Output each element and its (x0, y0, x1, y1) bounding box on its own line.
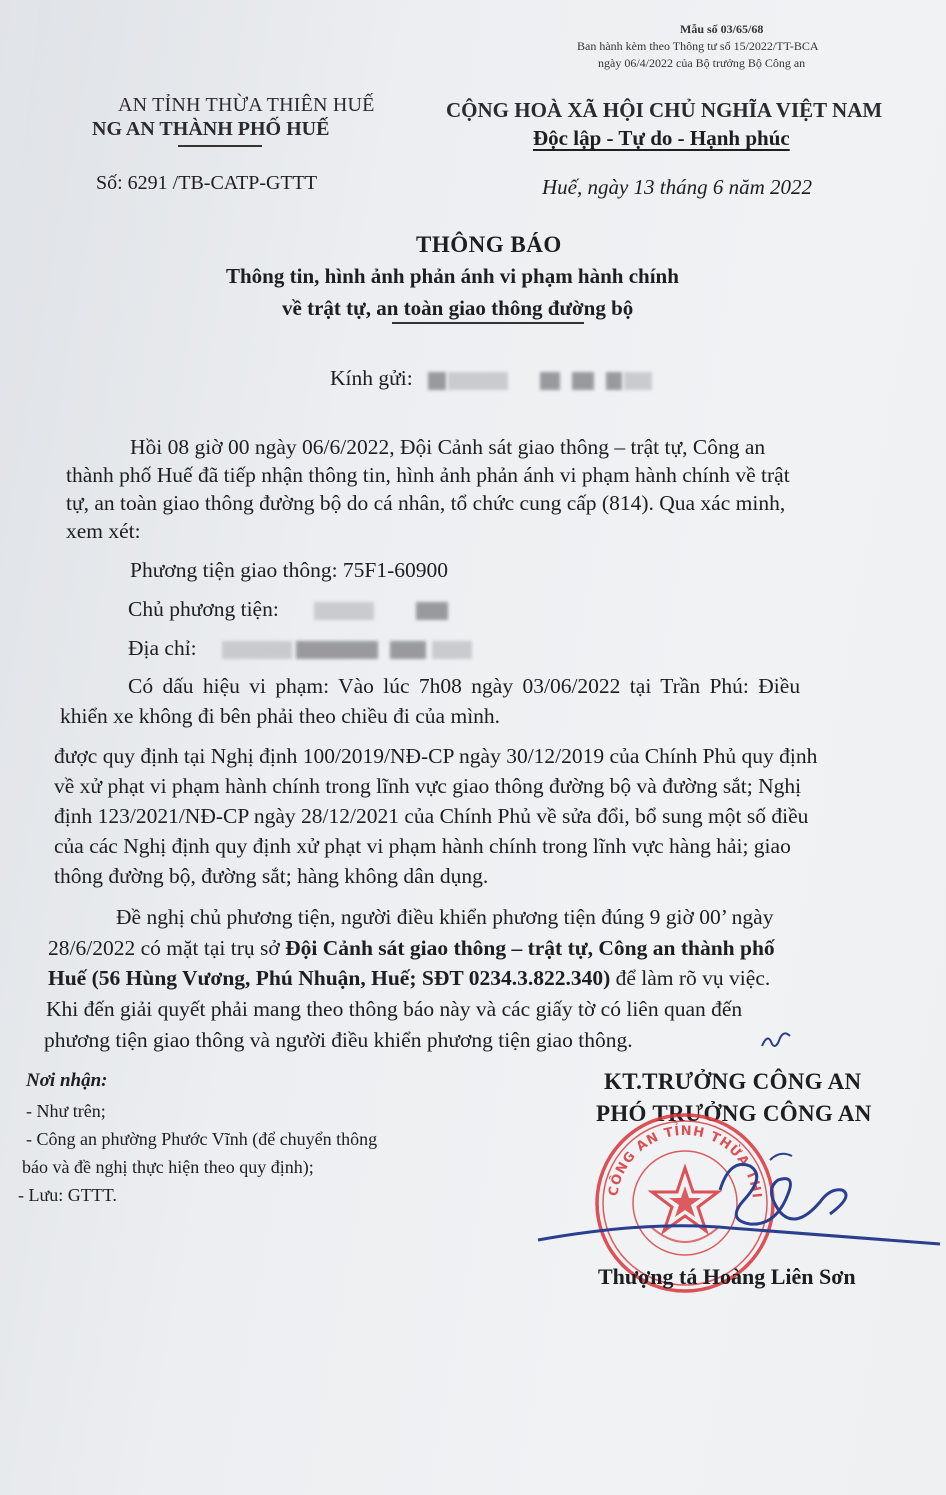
legal-line3: định 123/2021/NĐ-CP ngày 28/12/2021 của Chính Phủ về sửa đổi, bổ sung một số điều (54, 804, 809, 828)
recipients-item1: - Như trên; (26, 1101, 106, 1121)
recipients-item2-line1: - Công an phường Phước Vĩnh (để chuyển thông (26, 1129, 378, 1149)
national-motto: Độc lập - Tự do - Hạnh phúc (533, 126, 790, 150)
redacted-address (432, 641, 472, 659)
request-line3 (48, 966, 770, 991)
para1-line2: thành phố Huế đã tiếp nhận thông tin, hình ảnh phản ánh vi phạm hành chính về trật (66, 463, 790, 487)
address-label: Địa chỉ: (128, 636, 197, 660)
vehicle-plate: Phương tiện giao thông: 75F1-60900 (130, 558, 449, 582)
owner-label: Chủ phương tiện: (128, 597, 279, 621)
redacted-owner (314, 602, 374, 620)
redacted-address (296, 641, 378, 659)
request-line3-text: để làm rõ vụ việc. (610, 966, 771, 990)
notice-title: THÔNG BÁO (416, 232, 562, 257)
signature-line2: PHÓ TRƯỞNG CÔNG AN (596, 1101, 872, 1126)
legal-line4: của các Nghị định quy định xử phạt vi phạm hành chính trong lĩnh vực hàng hải; giao (54, 834, 791, 858)
initial-mark (760, 1028, 794, 1052)
legal-line5: thông đường bộ, đường sắt; hàng không dân dụng. (54, 864, 489, 888)
request-line5: phương tiện giao thông và người điều khiển phương tiện giao thông. (44, 1028, 633, 1052)
redacted-address (222, 641, 292, 659)
request-line4: Khi đến giải quyết phải mang theo thông báo này và các giấy tờ có liên quan đến (46, 997, 743, 1021)
recipients-heading: Nơi nhận: (26, 1070, 108, 1091)
place-date: Huế, ngày 13 tháng 6 năm 2022 (542, 175, 813, 199)
request-office-address: Huế (56 Hùng Vương, Phú Nhuận, Huế; SĐT 0234.3.822.340) (48, 966, 611, 990)
legal-line2: về xử phạt vi phạm hành chính trong lĩnh vực giao thông đường bộ và đường sắt; Nghị (54, 774, 802, 798)
notice-subtitle-line1: Thông tin, hình ảnh phản ánh vi phạm hành chính (226, 264, 679, 288)
violation-line2: khiển xe không đi bên phải theo chiều đi của mình. (60, 704, 501, 728)
agency-line1: AN TỈNH THỪA THIÊN HUẾ (118, 94, 375, 116)
recipients-item2-line2: báo và đề nghị thực hiện theo quy định); (22, 1157, 314, 1177)
signature-line1: KT.TRƯỞNG CÔNG AN (604, 1069, 862, 1094)
form-code: Mẫu số 03/65/68 (680, 22, 764, 36)
redacted-recipient (572, 372, 594, 390)
redacted-recipient (428, 372, 446, 390)
request-office-name: Đội Cảnh sát giao thông – trật tự, Công an thành phố (285, 936, 775, 960)
recipients-item3: - Lưu: GTTT. (18, 1185, 117, 1205)
redacted-address (390, 641, 426, 659)
seal-text: CÔNG AN TỈNH THỪA THI (606, 1123, 764, 1200)
signer-name: Thượng tá Hoàng Liên Sơn (598, 1264, 856, 1289)
notice-subtitle-line2: về trật tự, an toàn giao thông đường bộ (282, 296, 634, 320)
handwritten-signature (530, 1150, 946, 1260)
redacted-recipient (624, 372, 652, 390)
redacted-recipient (606, 372, 622, 390)
request-line2 (48, 936, 775, 961)
redacted-recipient (448, 372, 508, 390)
page-fold-shadow (0, 0, 40, 360)
request-line1: Đề nghị chủ phương tiện, người điều khiển phương tiện đúng 9 giờ 00’ ngày (116, 905, 774, 929)
request-line2-text: 28/6/2022 có mặt tại trụ sở (48, 936, 286, 960)
legal-line1: được quy định tại Nghị định 100/2019/NĐ-CP ngày 30/12/2019 của Chính Phủ quy định (54, 744, 818, 768)
agency-line2: NG AN THÀNH PHỐ HUẾ (92, 118, 330, 140)
national-name: CỘNG HOÀ XÃ HỘI CHỦ NGHĨA VIỆT NAM (446, 98, 883, 122)
recipient-label: Kính gửi: (330, 366, 413, 390)
para1-line1: Hồi 08 giờ 00 ngày 06/6/2022, Đội Cảnh sát giao thông – trật tự, Công an (130, 435, 766, 459)
form-note-line2: ngày 06/4/2022 của Bộ trưởng Bộ Công an (598, 56, 806, 70)
para1-line3: tự, an toàn giao thông đường bộ do cá nhân, tổ chức cung cấp (814). Qua xác minh, (66, 491, 786, 515)
agency-underline (178, 145, 262, 147)
document-number: Số: 6291 /TB-CATP-GTTT (96, 172, 318, 194)
para1-line4: xem xét: (66, 519, 141, 543)
subtitle-underline (392, 322, 584, 324)
violation-line1: Có dấu hiệu vi phạm: Vào lúc 7h08 ngày 03/06/2022 tại Trần Phú: Điều (128, 674, 801, 698)
form-note-line1: Ban hành kèm theo Thông tư số 15/2022/TT-BCA (577, 39, 819, 53)
redacted-owner (416, 602, 448, 620)
redacted-recipient (540, 372, 560, 390)
